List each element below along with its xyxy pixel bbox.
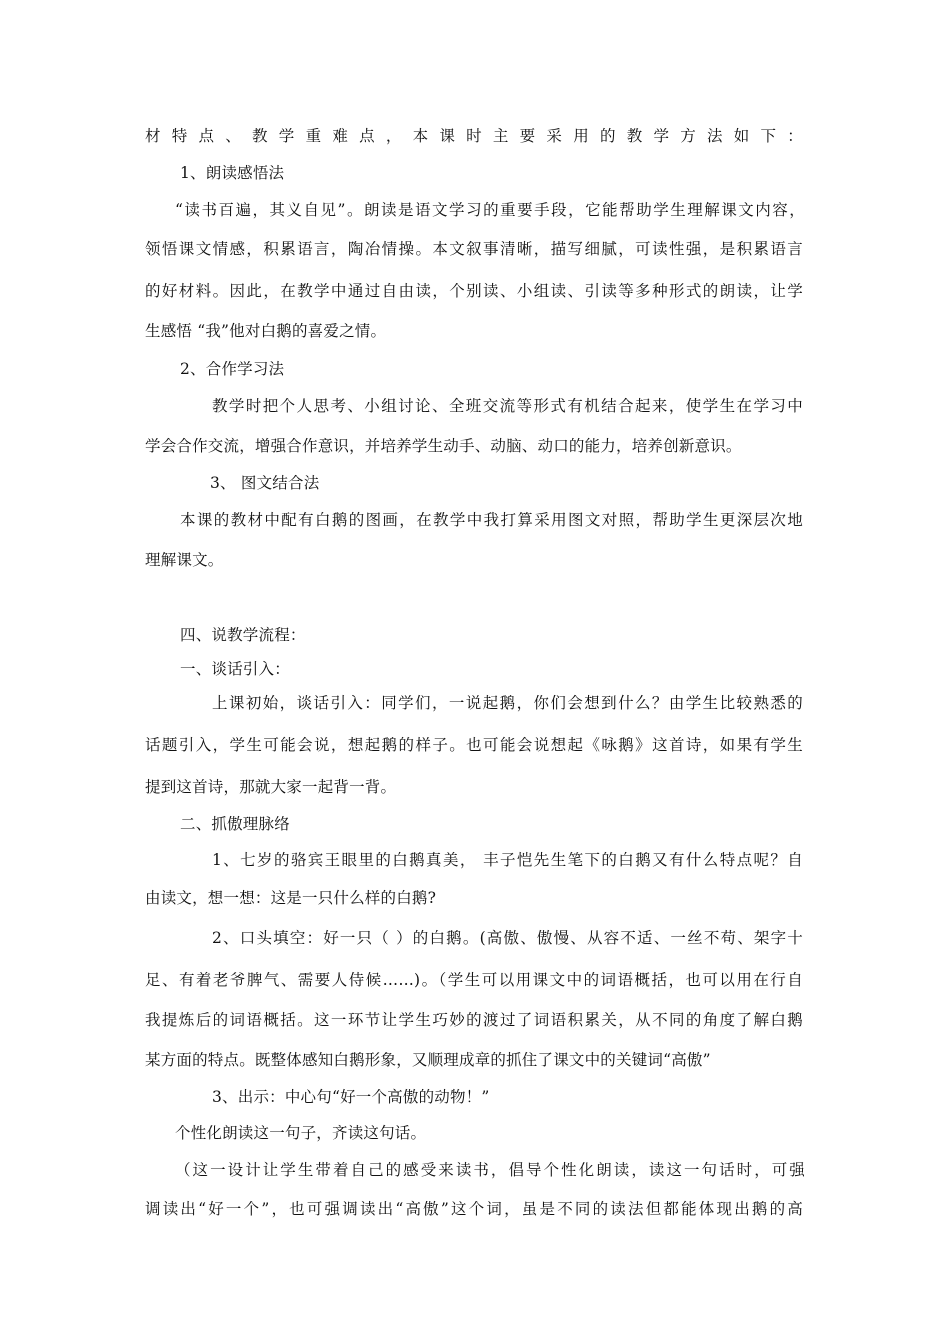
text-line: 足、有着老爷脾气、需要人侍候……)。（学生可以用课文中的词语概括，也可以用在行自 [145,971,803,989]
section-heading-teaching-process: 四、说教学流程： [180,626,306,644]
text-line: （这一设计让学生带着自己的感受来读书，倡导个性化朗读，读这一句话时，可强 [175,1161,805,1179]
heading-image-text-method: 3、 图文结合法 [210,474,320,492]
text-line: 个性化朗读这一句子，齐读这句话。 [175,1124,427,1142]
text-line: 话题引入，学生可能会说，想起鹅的样子。也可能会说想起《咏鹅》这首诗，如果有学生 [145,736,803,754]
text-line: 某方面的特点。既整体感知白鹅形象，又顺理成章的抓住了课文中的关键词“高傲” [145,1051,711,1069]
text-line: 生感悟 “我”他对白鹅的喜爱之情。 [145,322,387,340]
text-line: “读书百遍，其义自见”。朗读是语文学习的重要手段，它能帮助学生理解课文内容， [175,201,805,219]
text-line: 的好材料。因此，在教学中通过自由读，个别读、小组读、引读等多种形式的朗读，让学 [145,282,803,300]
text-line: 1、七岁的骆宾王眼里的白鹅真美， 丰子恺先生笔下的白鹅又有什么特点呢？自 [212,851,803,869]
text-line: 由读文，想一想：这是一只什么样的白鹅? [145,889,437,907]
text-line: 领悟课文情感，积累语言，陶冶情操。本文叙事清晰，描写细腻，可读性强，是积累语言 [145,240,803,258]
text-line: 教学时把个人思考、小组讨论、全班交流等形式有机结合起来，使学生在学习中 [212,397,803,415]
text-line: 我提炼后的词语概括。这一环节让学生巧妙的渡过了词语积累关，从不同的角度了解白鹅 [145,1011,803,1029]
text-line: 提到这首诗，那就大家一起背一背。 [145,778,397,796]
heading-cooperative-method: 2、合作学习法 [180,360,285,378]
text-line: 学会合作交流，增强合作意识，并培养学生动手、动脑、动口的能力，培养创新意识。 [145,437,742,455]
subheading-intro: 一、谈话引入： [180,660,290,678]
text-line: 理解课文。 [145,551,224,569]
text-line: 2、口头填空：好一只（ ）的白鹅。(高傲、傲慢、从容不适、一丝不苟、架字十 [212,929,803,947]
text-line: 3、出示：中心句“好一个高傲的动物！” [212,1088,490,1106]
text-line: 本课的教材中配有白鹅的图画，在教学中我打算采用图文对照，帮助学生更深层次地 [180,511,803,529]
text-line: 调读出“好一个”，也可强调读出“高傲”这个词，虽是不同的读法但都能体现出鹅的高 [145,1200,803,1218]
subheading-context: 二、抓傲理脉络 [180,815,290,833]
heading-reading-method: 1、朗读感悟法 [180,164,285,182]
text-line: 材特点、教学重难点，本课时主要采用的教学方法如下： [145,127,803,145]
text-line: 上课初始，谈话引入：同学们，一说起鹅，你们会想到什么？由学生比较熟悉的 [212,694,803,712]
